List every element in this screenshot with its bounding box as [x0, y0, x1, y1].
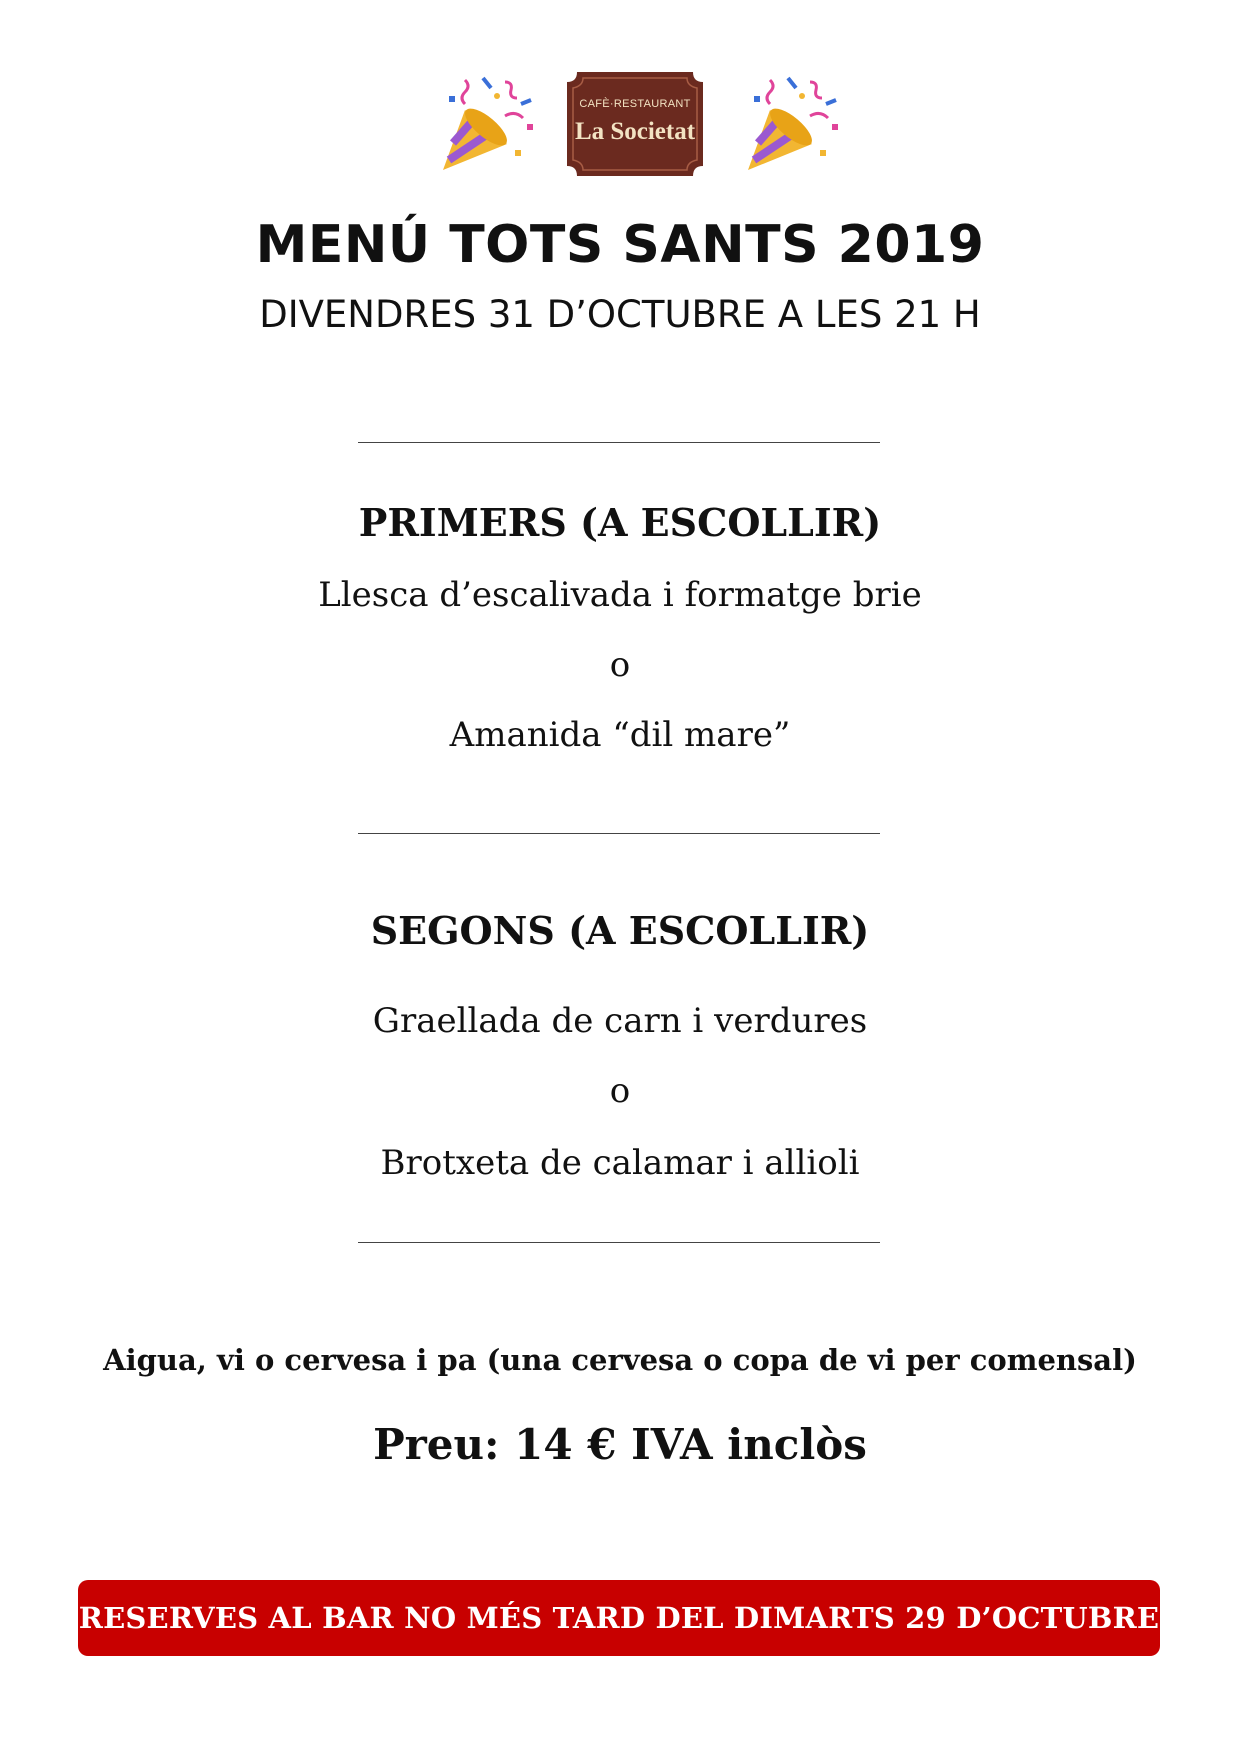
- divider: [358, 1242, 880, 1243]
- party-popper-icon: [435, 74, 540, 176]
- reservation-banner: [78, 1580, 1160, 1656]
- menu-title: MENÚ TOTS SANTS 2019: [255, 215, 985, 275]
- segons-option-1: Graellada de carn i verdures: [372, 1001, 868, 1041]
- primers-option-1: Llesca d’escalivada i formatge brie: [318, 575, 922, 615]
- primers-heading: PRIMERS (A ESCOLLIR): [358, 500, 882, 545]
- party-popper-icon: [740, 74, 845, 176]
- segons-heading: SEGONS (A ESCOLLIR): [370, 908, 870, 953]
- primers-option-2: Amanida “dil mare”: [449, 715, 791, 755]
- menu-date: DIVENDRES 31 D’OCTUBRE A LES 21 H: [259, 293, 981, 336]
- header-logos: [0, 72, 1240, 177]
- logo-name: La Societat: [574, 118, 696, 145]
- drinks-note: Aigua, vi o cervesa i pa (una cervesa o copa de vi per comensal): [103, 1343, 1137, 1377]
- segons-option-2: Brotxeta de calamar i allioli: [380, 1143, 860, 1183]
- logo-subtitle: CAFÈ·RESTAURANT: [579, 98, 691, 110]
- price: Preu: 14 € IVA inclòs: [373, 1420, 867, 1469]
- primers-separator: o: [609, 645, 631, 685]
- segons-separator: o: [609, 1071, 631, 1111]
- reservation-banner-text: RESERVES AL BAR NO MÉS TARD DEL DIMARTS 29 D’OCTUBRE: [78, 1601, 1160, 1635]
- divider: [358, 833, 880, 834]
- divider: [358, 442, 880, 443]
